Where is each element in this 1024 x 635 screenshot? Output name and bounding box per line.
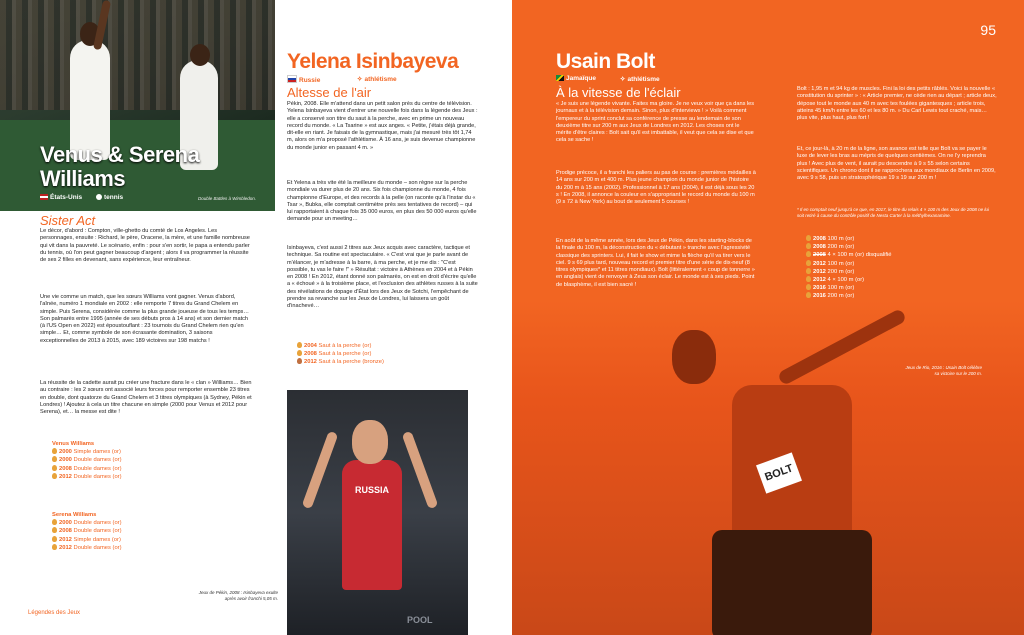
yelena-subtitle: Altesse de l'air xyxy=(287,85,372,100)
bolt-photo xyxy=(512,300,1024,635)
medal-item: 2000 Simple dames (or) xyxy=(52,448,122,456)
bolt-country: Jamaïque xyxy=(556,75,596,82)
bolt-title: Usain Bolt xyxy=(556,50,655,73)
venus-country: États-Unis xyxy=(40,194,82,201)
bolt-medals xyxy=(806,235,892,309)
bolt-subtitle: À la vitesse de l'éclair xyxy=(556,85,681,100)
medal-item: 2008 200 m (or) xyxy=(806,243,892,251)
yelena-para2: Et Yelena a très vite été la meilleure du monde – son règne sur la perche mondiale va durer plus de 20 ans. Six fois championne du monde, 4 fois championne d'Europe, et des records à la pelle (on raconte qu'à l'instar du « Tsar », Bubka, elle comptait centimètre près ses tentatives de record) – qui lui rapportaient à chaque fois 35 000 euros, en plus des 50 000 euros qu'elle demande pour un meeting… xyxy=(287,180,477,223)
bolt-note: * Il en comptait neuf jusqu'à ce que, en 2017, le titre du relais 4 × 100 m des Jeux de 2008 ne lui soit retiré à cause du contrôle positif de Nesta Carter à la méthylhexanamine. xyxy=(797,207,989,218)
bolt-para2: Prodige précoce, il a franchi les paliers au pas de course : premières médailles à 14 ans sur 200 m et 400 m. Plus jeune champion du monde junior de l'histoire du 200 m à 15 ans (2002). Professionnel à 17 ans (2004), il est déjà sous les 20 s ! En 2008, il annonce la couleur en s'appropriant le record du monde du 100 m (9 s 72 à New York) au bout de seulement 5 courses ! xyxy=(556,170,756,206)
bolt-para1: « Je suis une légende vivante. Faites ma gloire. Je ne veux voir que ça dans les journaux et à la télévision demain. Sinon, plus d'interviews ! » Voilà comment l'empereur du sprint conclut sa conférence de presse au lendemain de son deuxième titre sur 200 m aux Jeux de Londres en 2012. Les choses ont le mérite d'être claires : Bolt sait qu'il est imbattable, il veut que cela se dise et que cela se sache ! xyxy=(556,101,755,144)
yelena-title: Yelena Isinbayeva xyxy=(287,50,459,73)
bolt-sport: ✧ athlétisme xyxy=(620,76,660,83)
medal-item: 2008 4 × 100 m (or) disqualifié xyxy=(806,251,892,259)
venus-sport: tennis xyxy=(96,194,123,201)
bolt-photo-caption: Jeux de Rio, 2016 : Usain Bolt célèbre sa victoire sur le 200 m. xyxy=(905,365,982,376)
bib-text: BOLT xyxy=(756,452,802,493)
medal-item: 2008 Double dames (or) xyxy=(52,465,122,473)
medal-item: 2012 4 × 100 m (or) xyxy=(806,276,892,284)
medal-item: 2012 100 m (or) xyxy=(806,260,892,268)
medal-item: 2008 Double dames (or) xyxy=(52,527,122,535)
yelena-para3: Isinbayeva, c'est aussi 2 titres aux Jeux acquis avec caractère, tactique et technique. Sa routine est spectaculaire. « C'est vrai que je parle avant de m'élancer, je m'adresse à la barre, à ma perche, et je me dis : "C'est possible, tu vas le faire !" » Résultat : victoire à Athènes en 2004 et à Pékin en 2008 ! En 2012, étant donné son palmarès, on est en droit d'écrire qu'elle a « échoué » à la troisième place, et l'exclusion des athlètes russes à la suite des révélations de dopage d'État lors des Jeux de Sotchi, l'empêchant de prendre sa revanche sur les Jeux de Londres, lui laissera un goût d'inachevé… xyxy=(287,245,478,310)
venus-para3: La réussite de la cadette aurait pu créer une fracture dans le « clan » Williams… Bien au contraire : les 2 sœurs ont associé leurs forces pour remporter ensemble 23 titres en double, dont quatorze du Grand Chelem et 3 titres olympiques (à Sydney, Pékin et Londres) ! Ajoutez à cela un titre chacune en simple (2000 pour Venus et 2012 pour Serena), et… la messe est dite ! xyxy=(40,380,252,416)
medal-item: 2016 200 m (or) xyxy=(806,292,892,300)
bolt-para3: En août de la même année, lors des Jeux de Pékin, dans les starting-blocks de la finale du 100 m, la déconstruction du « débutant » tranche avec l'agressivité classique des sprinters. Lui, il fait le show et mime la flèche qu'il va tirer vers le ciel. 9 s 69 plus tard, nouveau record et premier titre d'une série de dix-neuf (8 titres olympiques* et 11 titres mondiaux). Bolt (littéralement « coup de tonnerre » en anglais) vient de renvoyer à Zeus son éclair. Le monde est à ses pieds. Point de blasphème, il est bien sacré ! xyxy=(556,238,755,288)
venus-serena-title: Venus & Serena Williams xyxy=(40,142,200,191)
footer: Légendes des Jeux xyxy=(28,610,81,616)
yelena-sport: ✧ athlétisme xyxy=(357,76,397,83)
bolt-para5: Et, ce jour-là, à 20 m de la ligne, son avance est telle que Bolt va se payer le luxe de lever les bras au mépris de quelques centièmes. On ne l'y reprendra plus ! Avec plus de vent, il aurait pu descendre à 9 s 55 selon certains scientifiques. Un chrono dont il se rapprochera aux mondiaux de Berlin en 2009, avec 9 s 58, puis un stratosphérique 19 s 19 sur 200 m ! xyxy=(797,146,996,182)
page-number: 95 xyxy=(980,22,996,38)
medal-item: 2012 Double dames (or) xyxy=(52,544,122,552)
yelena-country: Russie xyxy=(287,75,320,84)
yelena-photo xyxy=(287,390,468,635)
yelena-medals xyxy=(297,342,384,367)
pool-text: POOL xyxy=(407,615,433,625)
yelena-photo-caption: Jeux de Pékin, 2008 : Isinbayeva exulte après avoir franchi 5,05 m. xyxy=(198,590,278,601)
medal-item: 2012 Saut à la perche (bronze) xyxy=(297,358,384,366)
medal-item: 2008 Saut à la perche (or) xyxy=(297,350,384,358)
jersey-text: RUSSIA xyxy=(354,485,389,495)
bolt-para4: Bolt : 1,95 m et 94 kg de muscles. Fini la loi des petits râblés. Voici la nouvelle « constitution du sprinter » : « Article premier, ne cède rien au départ ; article deux, dépose tout le monde aux 40 m avec tes foulées gigantesques ; article trois, atteins 45 km/h entre les 60 et les 80 m. » Du Carl Lewis tout craché, mais… plus vite, plus haut, plus fort ! xyxy=(797,86,997,122)
venus-para1: Le décor, d'abord : Compton, ville-ghetto du comté de Los Angeles. Les personnages, ensuite : Richard, le père, Oracene, la mère, et une famille nombreuse qui vit dans la pauvreté. Le scénario, enfin : pour s'en sortir, le papa a entendu parler du tennis, où l'on peut gagner beaucoup d'argent ; alors il va programmer la réussite de ses 2 filles en devenant, sans expérience, leur entraîneur. xyxy=(40,228,250,264)
runner-icon: ✧ xyxy=(620,76,626,83)
medal-item: 2004 Saut à la perche (or) xyxy=(297,342,384,350)
medal-item: 2000 Double dames (or) xyxy=(52,519,122,527)
venus-medals: Venus Williams 2000 Simple dames (or) 2000 Double dames (or) 2008 Double dames (or) 2012 Double dames (or) xyxy=(52,441,122,480)
medal-item: 2016 100 m (or) xyxy=(806,284,892,292)
venus-subtitle: Sister Act xyxy=(40,213,96,228)
serena-medals: Serena Williams 2000 Double dames (or) 2008 Double dames (or) 2012 Simple dames (or) 2012 Double dames (or) xyxy=(52,512,122,551)
runner-icon: ✧ xyxy=(357,76,363,83)
yelena-para1: Pékin, 2008. Elle m'attend dans un petit salon près du centre de télévision. Yelena Isinbayeva vient d'entrer une nouvelle fois dans la légende des Jeux : elle a conservé son titre du saut à la perche, avec en prime un nouveau record du monde. « La Tsarine » est aux anges. « Petite, j'étais déjà grande, dit-elle en riant. Je faisais de la gymnastique, mais j'ai mesuré très tôt 1,74 m, alors on m'a proposé l'athlétisme. À 16 ans, je suis devenue championne du monde junior en passant 4 m. » xyxy=(287,101,478,151)
medal-item: 2012 200 m (or) xyxy=(806,268,892,276)
venus-para2: Une vie comme un match, que les sœurs Williams vont gagner. Venus d'abord, l'aînée, numéro 1 mondiale en 2002 : elle remporte 7 titres du Grand Chelem en simple. Puis Serena, considérée comme la plus grande joueuse de tous les temps… Son palmarès entre 1995 (année de ses débuts pros à 14 ans) et son dernier match (à l'US Open en 2022) est époustouflant : 23 tournois du Grand Chelem rien qu'en simple… Et, comme symbole de son écrasante domination, 3 saisons exceptionnelles de 2013 à 2015, avec 189 victoires sur 198 matchs ! xyxy=(40,294,249,344)
medal-item: 2000 Double dames (or) xyxy=(52,456,122,464)
medal-item: 2008 100 m (or) xyxy=(806,235,892,243)
medal-item: 2012 Double dames (or) xyxy=(52,473,122,481)
venus-photo-caption: Double Battles à Wimbledon. xyxy=(198,196,256,201)
medal-item: 2012 Simple dames (or) xyxy=(52,536,122,544)
